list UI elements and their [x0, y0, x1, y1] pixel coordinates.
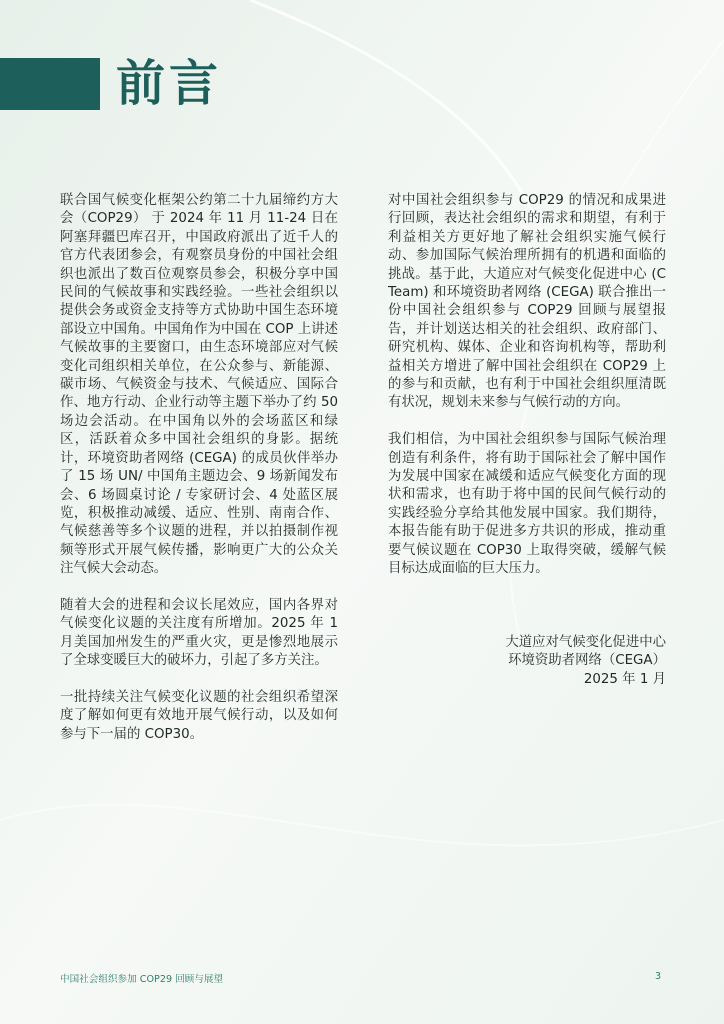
page-number: 3: [655, 971, 662, 982]
signature-line: 环境资助者网络（CEGA）: [508, 653, 666, 669]
page-title: 前言: [116, 55, 223, 112]
footer-report-title: 中国社会组织参加 COP29 回顾与展望: [60, 974, 224, 985]
title-accent-bar: [0, 58, 100, 110]
paragraph: 随着大会的进程和会议长尾效应，国内各界对气候变化议题的关注度有所增加。2025 年 1 月美国加州发生的严重火灾，更是惨烈地展示了全球变暖巨大的破坏力，引起了多方关注。: [60, 597, 338, 669]
signature-block: [388, 634, 666, 689]
right-column: [388, 192, 666, 689]
paragraph: 我们相信，为中国社会组织参与国际气候治理创造有利条件，将有助于国际社会了解中国作为发展中国家在减缓和适应气候变化方面的现状和需求，也有助于将中国的民间气候行动的实践经验分享给其他发展中国家。我们期待，本报告能有助于促进多方共识的形成，推动重要气候议题在 COP30 上取得突破，缓解气候目标达成面临的巨大压力。: [388, 432, 666, 577]
paragraph: 联合国气候变化框架公约第二十九届缔约方大会（COP29） 于 2024 年 11 月 11-24 日在阿塞拜疆巴库召开，中国政府派出了近千人的官方代表团参会，有观察员身份的中国社会组织也派出了数百位观察员参会，积极分享中国民间的气候故事和实践经验。一些社会组织以提供会务或资金支持等方式协助中国生态环境部设立中国角。中国角作为中国在 COP 上讲述气候故事的主要窗口，由生态环境部应对气候变化司组织相关单位，在公众参与、新能源、碳市场、气候资金与技术、气候适应、国际合作、地方行动、企业行动等主题下举办了约 50 场边会活动。在中国角以外的会场蓝区和绿区，活跃着众多中国社会组织的身影。据统计，环境资助者网络 (CEGA) 的成员伙伴举办了 15 场 UN/ 中国角主题边会、9 场新闻发布会、6 场圆桌讨论 / 专家研讨会、4 处蓝区展览，积极推动减缓、适应、性别、南南合作、气候慈善等多个议题的进程，并以拍摄制作视频等形式开展气候传播，影响更广大的公众关注气候大会动态。: [60, 193, 338, 577]
signature-line: 大道应对气候变化促进中心: [505, 634, 666, 650]
signature-date: 2025 年 1 月: [583, 671, 666, 687]
left-column: [60, 192, 338, 763]
paragraph: 对中国社会组织参与 COP29 的情况和成果进行回顾，表达社会组织的需求和期望，有利于利益相关方更好地了解社会组织实施气候行动、参加国际气候治理所拥有的机遇和面临的挑战。基于此，大道应对气候变化促进中心 (C Team) 和环境资助者网络 (CEGA) 联合推出一份中国社会组织参与 COP29 回顾与展望报告，并计划送达相关的社会组织、政府部门、研究机构、媒体、企业和咨询机构等，帮助利益相关方增进了解中国社会组织在 COP29 上的参与和贡献，也有利于中国社会组织厘清既有状况，规划未来参与气候行动的方向。: [388, 193, 666, 411]
paragraph: 一批持续关注气候变化议题的社会组织希望深度了解如何更有效地开展气候行动，以及如何参与下一届的 COP30。: [60, 689, 338, 742]
